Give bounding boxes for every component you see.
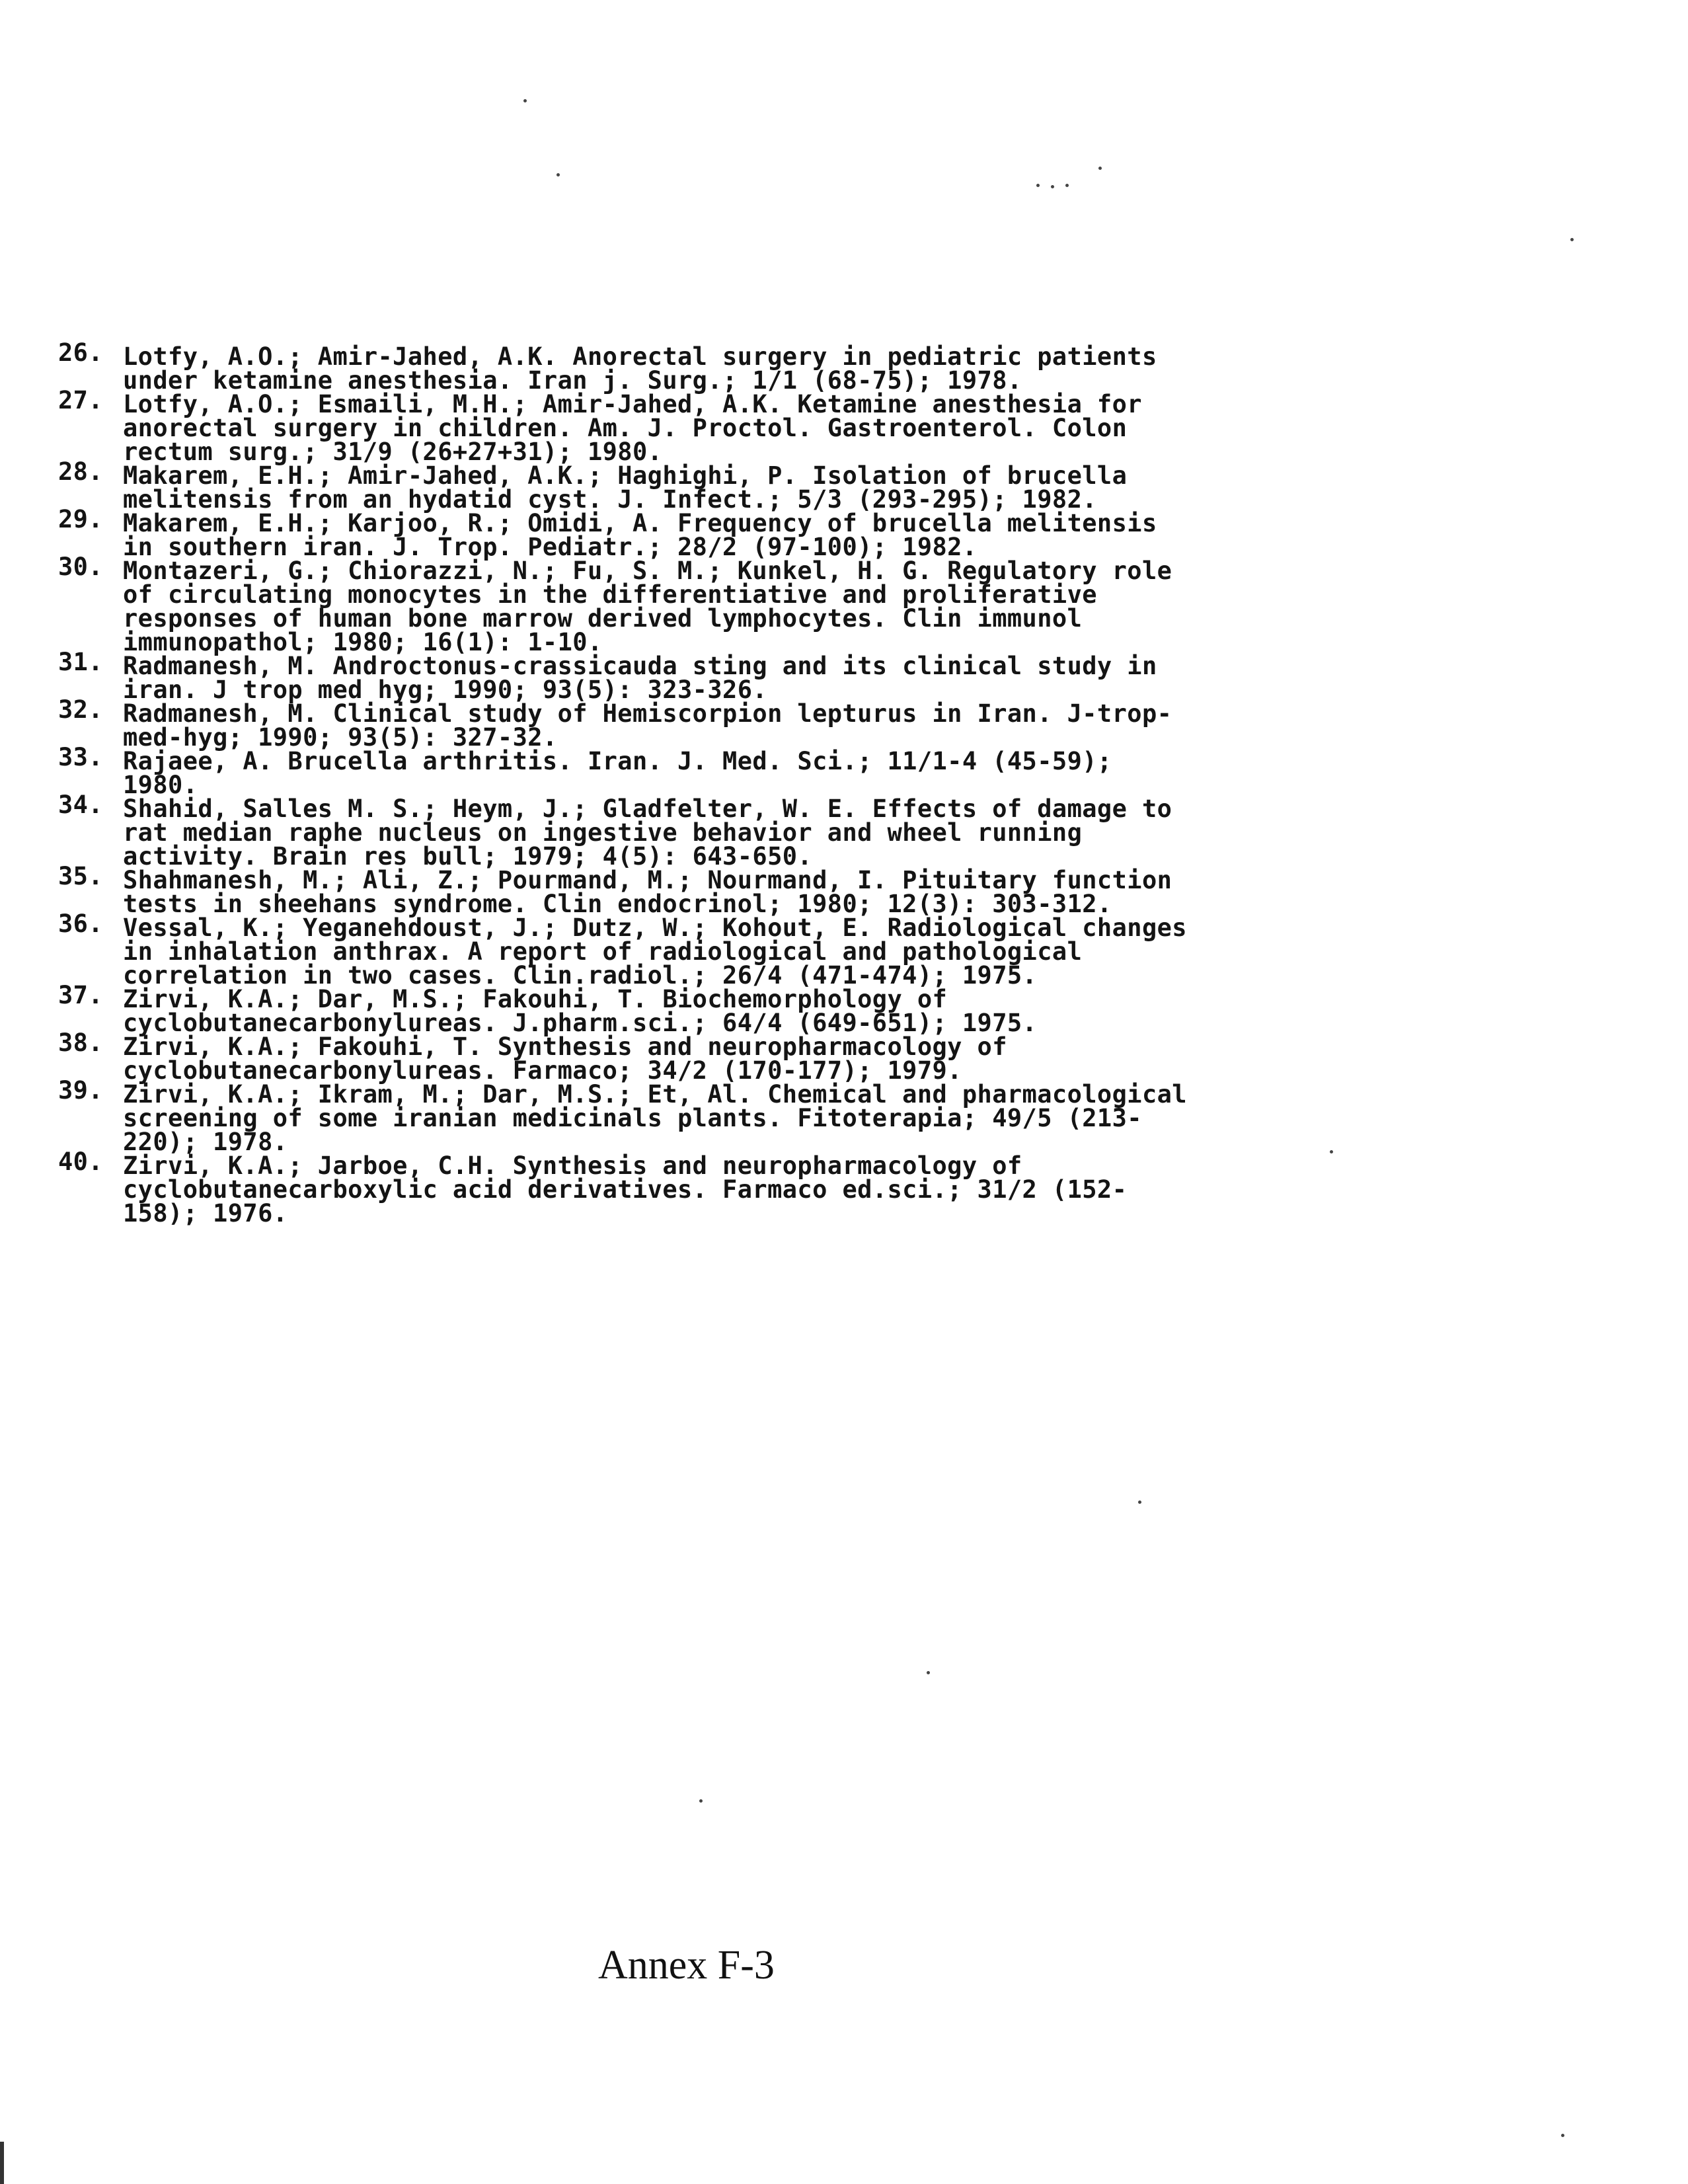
reference-number: 27. [58, 386, 104, 414]
reference-line: Makarem, E.H.; Amir-Jahed, A.K.; Haghighi, P. Isolation of brucella [123, 461, 1128, 490]
reference-number: 35. [58, 862, 104, 890]
reference-item [58, 1076, 1327, 1156]
reference-number: 38. [58, 1029, 104, 1057]
reference-line: activity. Brain res bull; 1979; 4(5): 643-650. [123, 842, 813, 871]
reference-item [58, 457, 1327, 514]
reference-line: in southern iran. J. Trop. Pediatr.; 28/2 (97-100); 1982. [123, 533, 978, 561]
reference-line: in inhalation anthrax. A report of radiological and pathological [123, 937, 1083, 966]
scan-speck [523, 99, 527, 102]
reference-line: Montazeri, G.; Chiorazzi, N.; Fu, S. M.; Kunkel, H. G. Regulatory role [123, 557, 1172, 585]
reference-item [58, 553, 1327, 656]
scan-speck [927, 1671, 930, 1674]
reference-line: Radmanesh, M. Androctonus-crassicauda sting and its clinical study in [123, 652, 1157, 680]
reference-line: iran. J trop med hyg; 1990; 93(5): 323-326. [123, 676, 768, 704]
reference-line: correlation in two cases. Clin.radiol.; 26/4 (471-474); 1975. [123, 961, 1038, 990]
annex-label: Annex F-3 [598, 1943, 775, 1988]
reference-number: 34. [58, 791, 104, 819]
reference-item [58, 791, 1327, 871]
reference-line: responses of human bone marrow derived lymphocytes. Clin immunol [123, 604, 1083, 633]
reference-item [58, 505, 1327, 561]
reference-number: 40. [58, 1148, 104, 1176]
reference-line: Radmanesh, M. Clinical study of Hemiscorpion lepturus in Iran. J-trop- [123, 699, 1172, 728]
reference-line: cyclobutanecarboxylic acid derivatives. Farmaco ed.sci.; 31/2 (152- [123, 1175, 1128, 1204]
reference-line: anorectal surgery in children. Am. J. Proctol. Gastroenterol. Colon [123, 414, 1128, 442]
reference-line: Lotfy, A.O.; Amir-Jahed, A.K. Anorectal surgery in pediatric patients [123, 342, 1157, 371]
reference-number: 37. [58, 981, 104, 1009]
scan-speck [1036, 184, 1040, 187]
reference-line: rat median raphe nucleus on ingestive behavior and wheel running [123, 818, 1083, 847]
scan-speck [699, 1799, 703, 1803]
reference-line: Shahmanesh, M.; Ali, Z.; Pourmand, M.; Nourmand, I. Pituitary function [123, 866, 1172, 894]
reference-number: 30. [58, 553, 104, 581]
reference-item [58, 1029, 1327, 1085]
scan-speck [1138, 1501, 1141, 1504]
reference-line: tests in sheehans syndrome. Clin endocrinol; 1980; 12(3): 303-312. [123, 890, 1112, 918]
reference-line: of circulating monocytes in the differentiative and proliferative [123, 580, 1097, 609]
reference-line: cyclobutanecarbonylureas. J.pharm.sci.; 64/4 (649-651); 1975. [123, 1009, 1038, 1037]
reference-line: Shahid, Salles M. S.; Heym, J.; Gladfelter, W. E. Effects of damage to [123, 795, 1172, 823]
reference-line: Rajaee, A. Brucella arthritis. Iran. J. Med. Sci.; 11/1-4 (45-59); [123, 747, 1112, 775]
reference-number: 31. [58, 648, 104, 676]
reference-number: 26. [58, 338, 104, 367]
reference-list [58, 338, 1327, 1228]
reference-line: cyclobutanecarbonylureas. Farmaco; 34/2 (170-177); 1979. [123, 1056, 962, 1085]
reference-item [58, 910, 1327, 990]
reference-item [58, 338, 1327, 395]
scan-speck [1570, 238, 1574, 241]
reference-line: screening of some iranian medicinals plants. Fitoterapia; 49/5 (213- [123, 1104, 1142, 1132]
reference-number: 28. [58, 457, 104, 486]
reference-line: med-hyg; 1990; 93(5): 327-32. [123, 723, 558, 752]
reference-line: Lotfy, A.O.; Esmaili, M.H.; Amir-Jahed, A.K. Ketamine anesthesia for [123, 390, 1142, 418]
reference-line: Zirvi, K.A.; Dar, M.S.; Fakouhi, T. Biochemorphology of [123, 985, 948, 1013]
scan-edge-mark [0, 2142, 4, 2184]
reference-item [58, 862, 1327, 918]
scan-speck [1098, 167, 1102, 170]
reference-number: 29. [58, 505, 104, 533]
scan-speck [1561, 2134, 1564, 2137]
reference-number: 33. [58, 743, 104, 771]
reference-line: under ketamine anesthesia. Iran j. Surg.; 1/1 (68-75); 1978. [123, 366, 1022, 395]
reference-line: Zirvi, K.A.; Ikram, M.; Dar, M.S.; Et, Al. Chemical and pharmacological [123, 1080, 1187, 1109]
reference-item [58, 386, 1327, 466]
reference-line: Makarem, E.H.; Karjoo, R.; Omidi, A. Frequency of brucella melitensis [123, 509, 1157, 537]
scan-speck [1330, 1150, 1333, 1153]
reference-item [58, 695, 1327, 752]
reference-line: Zirvi, K.A.; Jarboe, C.H. Synthesis and neuropharmacology of [123, 1151, 1022, 1180]
reference-line: 1980. [123, 771, 198, 799]
reference-line: 220); 1978. [123, 1128, 288, 1156]
reference-number: 39. [58, 1076, 104, 1105]
reference-item [58, 648, 1327, 704]
scan-speck [1065, 184, 1069, 187]
reference-line: Zirvi, K.A.; Fakouhi, T. Synthesis and neuropharmacology of [123, 1033, 1007, 1061]
scan-speck [1051, 185, 1054, 188]
scan-speck [556, 173, 560, 176]
reference-line: immunopathol; 1980; 16(1): 1-10. [123, 628, 603, 656]
reference-line: 158); 1976. [123, 1199, 288, 1228]
reference-line: melitensis from an hydatid cyst. J. Infect.; 5/3 (293-295); 1982. [123, 485, 1097, 514]
reference-item [58, 743, 1327, 799]
reference-item [58, 981, 1327, 1037]
reference-number: 32. [58, 695, 104, 724]
reference-line: rectum surg.; 31/9 (26+27+31); 1980. [123, 438, 663, 466]
reference-line: Vessal, K.; Yeganehdoust, J.; Dutz, W.; Kohout, E. Radiological changes [123, 914, 1187, 942]
reference-item [58, 1148, 1327, 1228]
reference-number: 36. [58, 910, 104, 938]
